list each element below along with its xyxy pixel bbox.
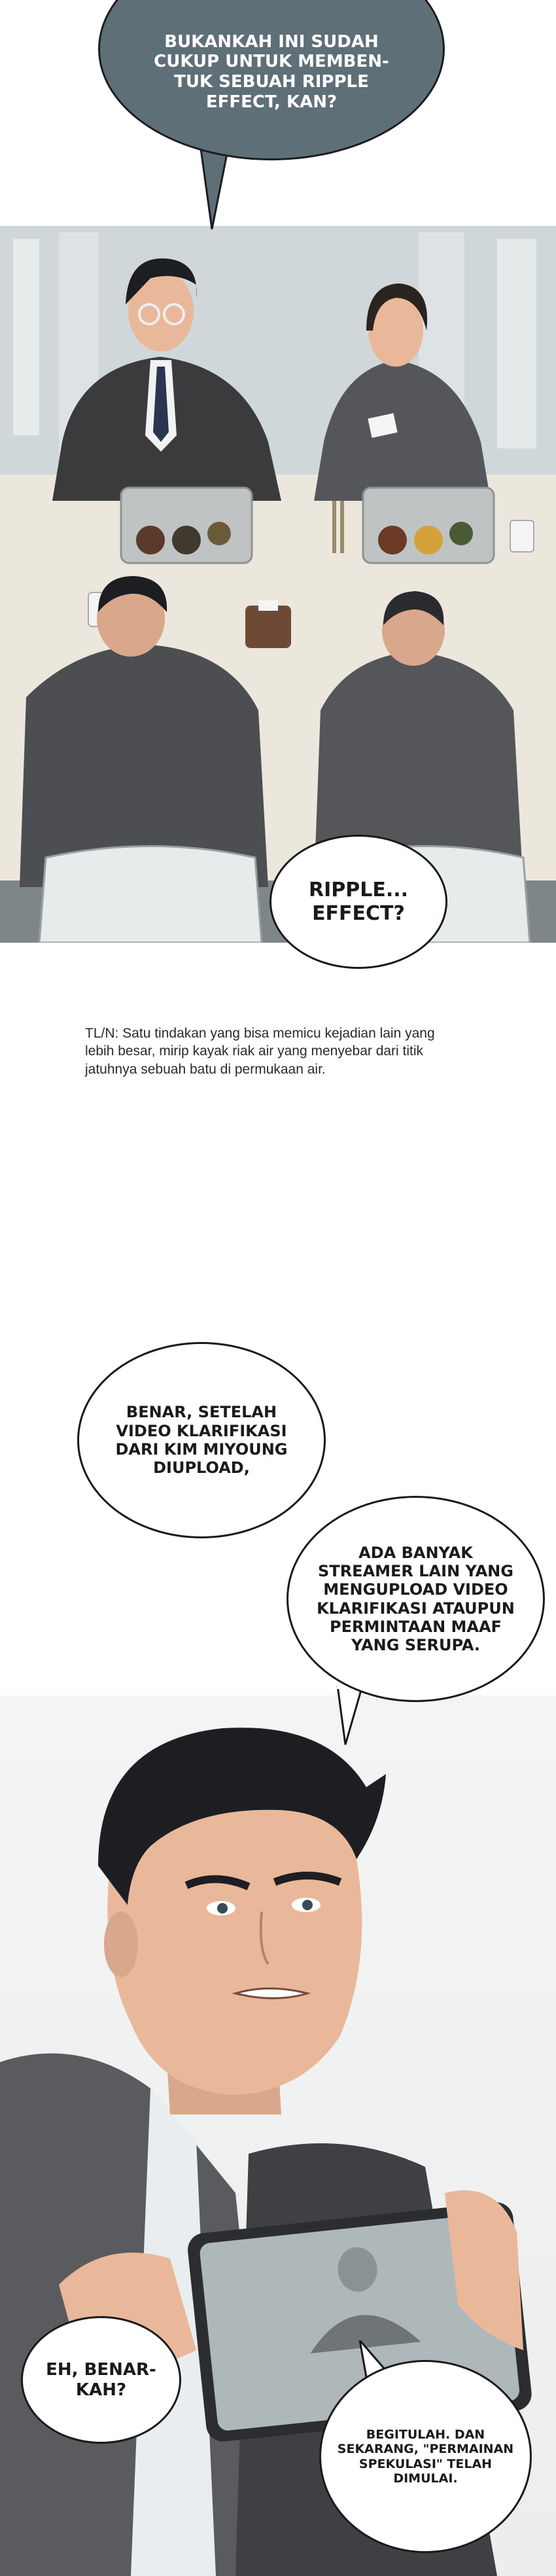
speech-text: EH, BENAR- KAH?: [46, 2359, 156, 2400]
cafeteria-panel: [0, 226, 556, 943]
bubble-tail: [196, 144, 235, 232]
speech-text: ADA BANYAK STREAMER LAIN YANG MENGUPLOAD VIDEO KLARIFIKASI ATAUPUN PERMINTAAN MAAF YANG SERUPA.: [317, 1543, 515, 1655]
speech-bubble-streamers: [287, 1496, 545, 1702]
speech-bubble-clarification: [77, 1342, 326, 1538]
speech-text: BUKANKAH INI SUDAH CUKUP UNTUK MEMBEN- TUK SEBUAH RIPPLE EFFECT, KAN?: [154, 31, 389, 112]
speech-text: RIPPLE... EFFECT?: [308, 879, 409, 925]
speech-bubble-speculation: [319, 2360, 532, 2553]
speech-text: BEGITULAH. DAN SEKARANG, "PERMAINAN SPEKULASI" TELAH DIMULAI.: [337, 2427, 514, 2486]
bubble-tail: [334, 1686, 366, 1748]
cafeteria-illustration: [0, 226, 556, 943]
speech-bubble-really: [21, 2316, 181, 2444]
speech-bubble-ripple: [269, 835, 447, 969]
speech-bubble-top: [98, 0, 445, 160]
translator-note: TL/N: Satu tindakan yang bisa memicu kejadian lain yang lebih besar, mirip kayak riak air yang menyebar dari titik jatuhnya sebuah batu di permukaan air.: [85, 1026, 435, 1077]
speech-text: BENAR, SETELAH VIDEO KLARIFIKASI DARI KIM MIYOUNG DIUPLOAD,: [115, 1403, 288, 1478]
